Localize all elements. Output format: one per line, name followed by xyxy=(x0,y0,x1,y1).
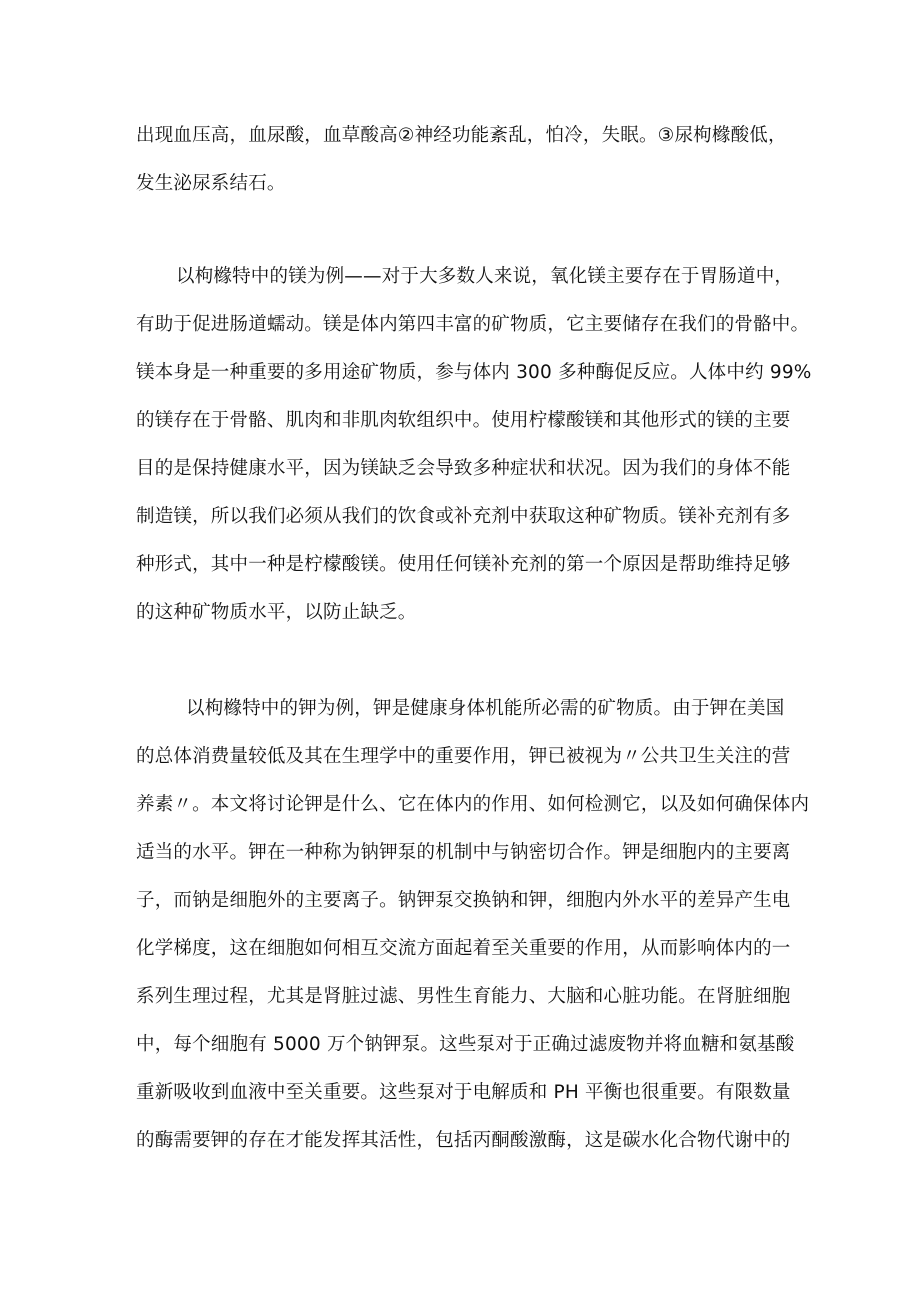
paragraph-1-line-1: 出现血压高，血尿酸，血草酸高②神经功能紊乱，怕冷，失眠。③尿枸橼酸低， xyxy=(136,125,787,146)
paragraph-2-line-8: 的这种矿物质水平，以防止缺乏。 xyxy=(136,602,417,623)
paragraph-2-line-3: 镁本身是一种重要的多用途矿物质，参与体内 300 多种酶促反应。人体中约 99% xyxy=(136,362,812,383)
paragraph-3-line-10: 的酶需要钾的存在才能发挥其活性，包括丙酮酸激酶，这是碳水化合物代谢中的 xyxy=(136,1130,791,1151)
paragraph-3-line-2: 的总体消费量较低及其在生理学中的重要作用，钾已被视为〃公共卫生关注的营 xyxy=(136,746,791,767)
paragraph-3-line-5: 子，而钠是细胞外的主要离子。钠钾泵交换钠和钾，细胞内外水平的差异产生电 xyxy=(136,890,791,911)
paragraph-2-line-1: 以枸橼特中的镁为例——对于大多数人来说，氧化镁主要存在于胃肠道中， xyxy=(176,266,794,287)
paragraph-3-line-7: 系列生理过程，尤其是肾脏过滤、男性生育能力、大脑和心脏功能。在肾脏细胞 xyxy=(136,986,791,1007)
paragraph-2-line-2: 有助于促进肠道蠕动。镁是体内第四丰富的矿物质，它主要储存在我们的骨骼中。 xyxy=(136,314,810,335)
paragraph-3-line-1: 以枸橼特中的钾为例，钾是健康身体机能所必需的矿物质。由于钾在美国 xyxy=(186,698,785,719)
paragraph-2-line-7: 种形式，其中一种是柠檬酸镁。使用任何镁补充剂的第一个原因是帮助维持足够 xyxy=(136,554,791,575)
paragraph-3-line-6: 化学梯度，这在细胞如何相互交流方面起着至关重要的作用，从而影响体内的一 xyxy=(136,938,791,959)
paragraph-2-line-4: 的镁存在于骨骼、肌肉和非肌肉软组织中。使用柠檬酸镁和其他形式的镁的主要 xyxy=(136,410,791,431)
paragraph-3-line-4: 适当的水平。钾在一种称为钠钾泵的机制中与钠密切合作。钾是细胞内的主要离 xyxy=(136,842,791,863)
paragraph-1-line-2: 发生泌尿系结石。 xyxy=(136,173,286,194)
paragraph-3-line-3: 养素〃。本文将讨论钾是什么、它在体内的作用、如何检测它，以及如何确保体内 xyxy=(136,794,810,815)
paragraph-2-line-6: 制造镁，所以我们必须从我们的饮食或补充剂中获取这种矿物质。镁补充剂有多 xyxy=(136,506,791,527)
paragraph-3-line-9: 重新吸收到血液中至关重要。这些泵对于电解质和 PH 平衡也很重要。有限数量 xyxy=(136,1082,791,1103)
paragraph-2-line-5: 目的是保持健康水平，因为镁缺乏会导致多种症状和状况。因为我们的身体不能 xyxy=(136,458,791,479)
paragraph-3-line-8: 中，每个细胞有 5000 万个钠钾泵。这些泵对于正确过滤废物并将血糖和氨基酸 xyxy=(136,1034,795,1055)
